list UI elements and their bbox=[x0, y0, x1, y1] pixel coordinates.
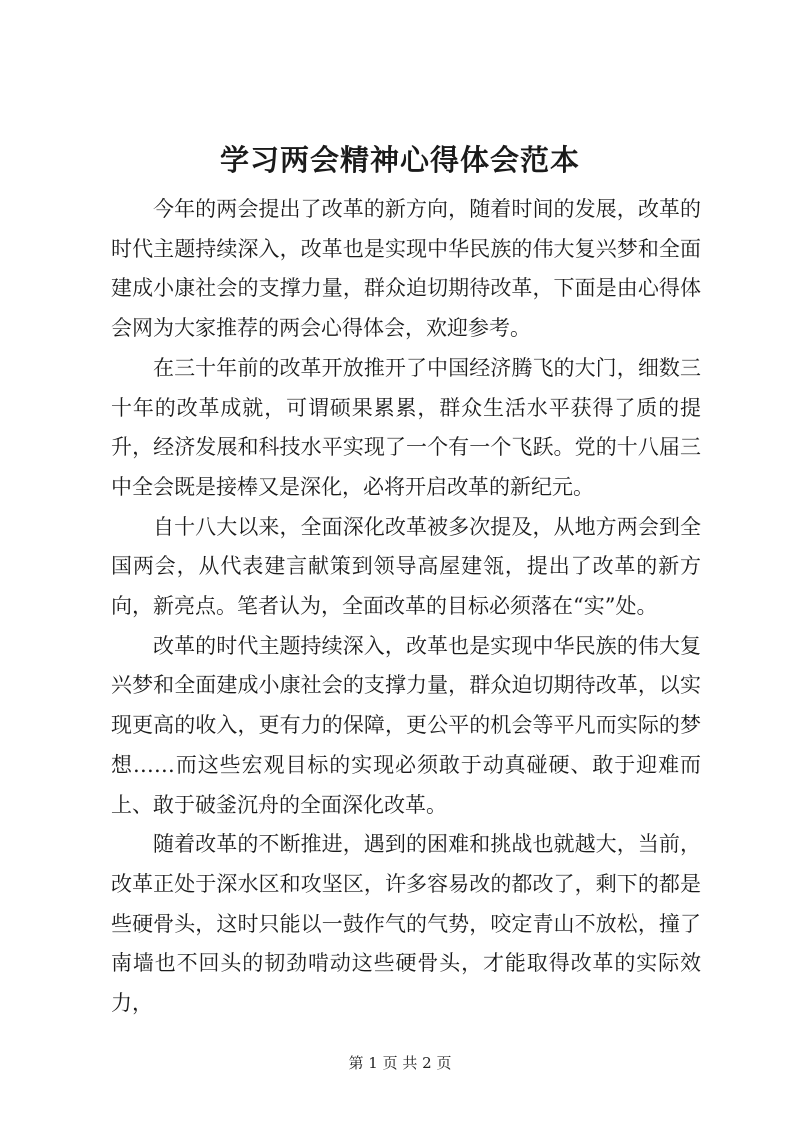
paragraph-4: 改革的时代主题持续深入，改革也是实现中华民族的伟大复兴梦和全面建成小康社会的支撑力量，群众迫切期待改革，以实现更高的收入，更有力的保障，更公平的机会等平凡而实际的梦想……而这些宏观目标的实现必须敢于动真碰硬、敢于迎难而上、敢于破釜沉舟的全面深化改革。 bbox=[111, 633, 701, 817]
paragraph-5: 随着改革的不断推进，遇到的困难和挑战也就越大，当前，改革正处于深水区和攻坚区，许多容易改的都改了，剩下的都是些硬骨头，这时只能以一鼓作气的气势，咬定青山不放松，撞了南墙也不回头的韧劲啃动这些硬骨头，才能取得改革的实际效力， bbox=[111, 832, 701, 1016]
paragraph-1: 今年的两会提出了改革的新方向，随着时间的发展，改革的时代主题持续深入，改革也是实现中华民族的伟大复兴梦和全面建成小康社会的支撑力量，群众迫切期待改革，下面是由心得体会网为大家推荐的两会心得体会，欢迎参考。 bbox=[111, 197, 701, 341]
document-title: 学习两会精神心得体会范本 bbox=[219, 143, 580, 177]
document-body bbox=[111, 190, 701, 1024]
paragraph-3: 自十八大以来，全面深化改革被多次提及，从地方两会到全国两会，从代表建言献策到领导高屋建瓴，提出了改革的新方向，新亮点。笔者认为，全面改革的目标必须落在“实”处。 bbox=[111, 514, 701, 619]
page-number-footer: 第 1 页 共 2 页 bbox=[348, 1054, 452, 1072]
paragraph-2: 在三十年前的改革开放推开了中国经济腾飞的大门，细数三十年的改革成就，可谓硕果累累，群众生活水平获得了质的提升，经济发展和科技水平实现了一个有一个飞跃。党的十八届三中全会既是接棒又是深化，必将开启改革的新纪元。 bbox=[111, 355, 701, 499]
